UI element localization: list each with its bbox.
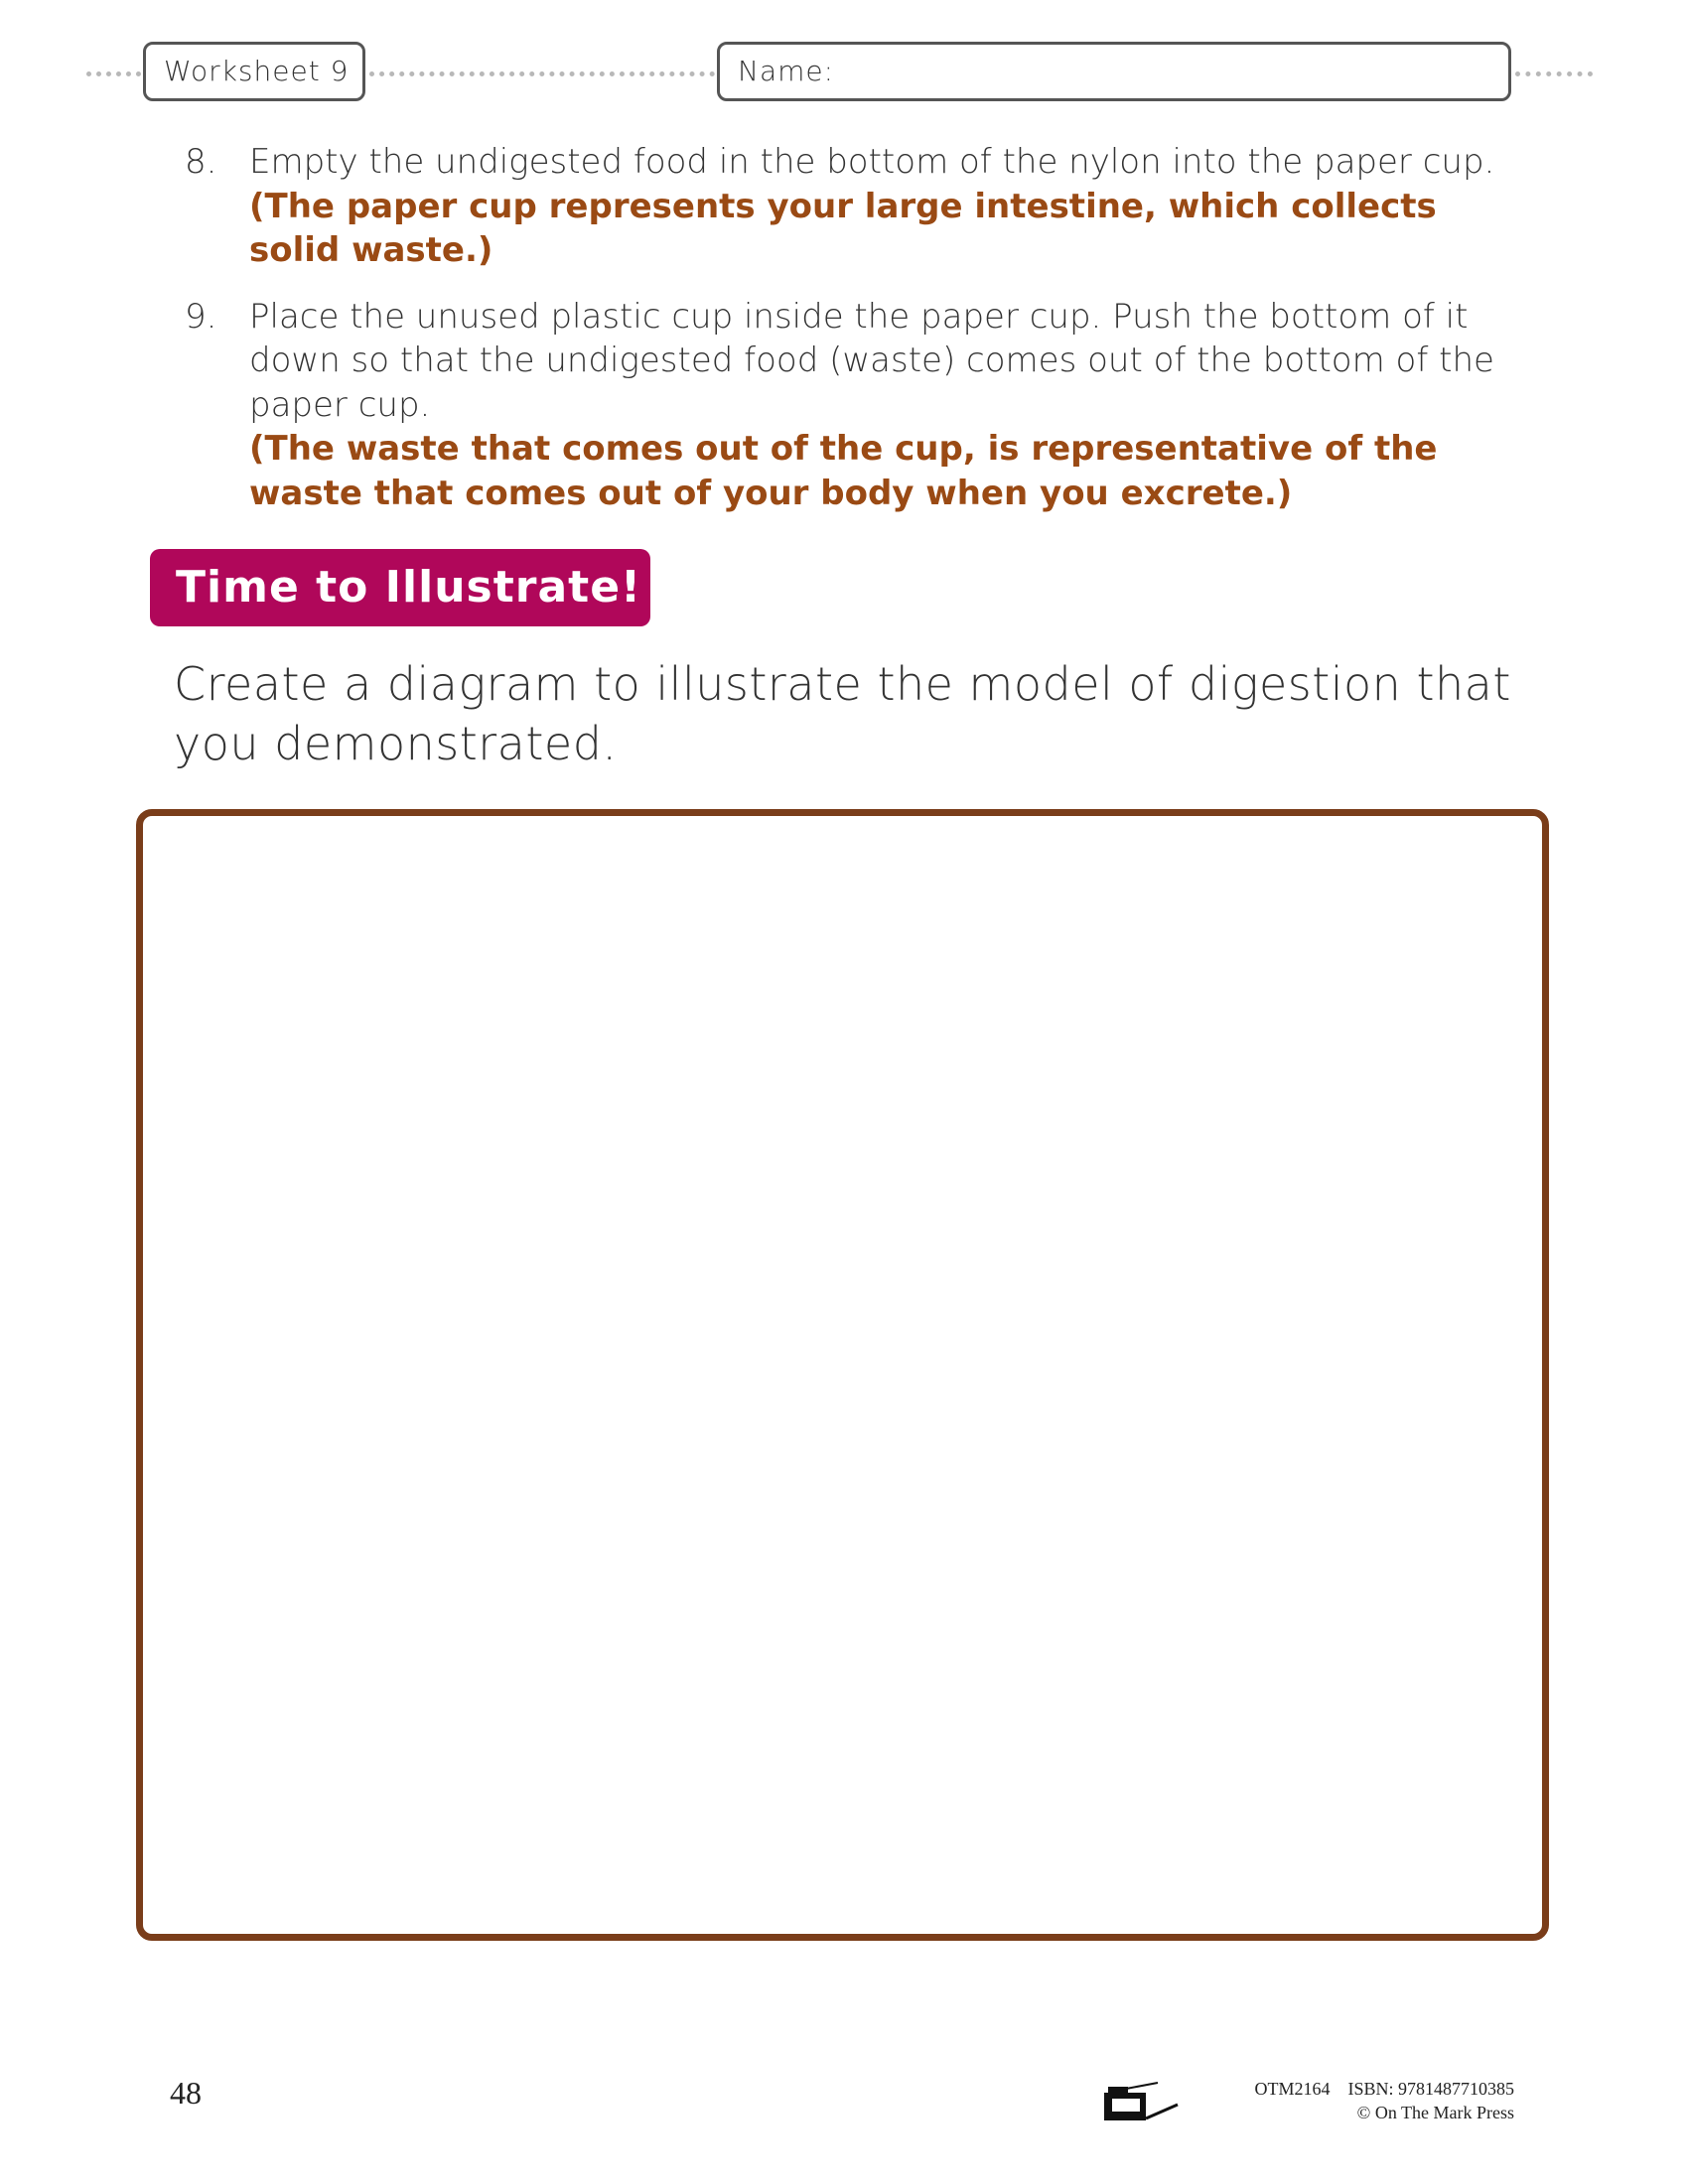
step-8 [185,140,1515,273]
step-note: (The paper cup represents your large intestine, which collects solid waste.) [249,186,1437,270]
step-number: 8. [185,142,217,182]
name-field[interactable]: Name: [717,42,1511,101]
header-dots-right [1515,71,1593,76]
publisher-logo-icon [1102,2081,1182,2122]
illustration-prompt: Create a diagram to illustrate the model of digestion that you demonstrated. [174,657,1511,770]
header-dots-left [86,71,141,76]
page-number: 48 [170,2075,202,2111]
copyright: © On The Mark Press [1356,2103,1514,2122]
worksheet-content [0,140,1688,1941]
isbn: ISBN: 9781487710385 [1347,2079,1514,2099]
step-note: (The waste that comes out of the cup, is representative of the waste that comes out of your body when you excrete.) [249,429,1438,513]
drawing-area[interactable] [136,809,1549,1941]
section-banner: Time to Illustrate! [150,549,650,626]
header-dots-middle [369,71,715,76]
product-code: OTM2164 [1254,2079,1331,2099]
footer-publisher [1236,2077,1514,2124]
step-9 [185,295,1515,516]
step-text: Place the unused plastic cup inside the paper cup. Push the bottom of it down so that the undigested food (waste) comes out of the bottom of the paper cup. [249,296,1494,425]
worksheet-label: Worksheet 9 [143,42,365,101]
step-number: 9. [185,296,217,337]
step-text: Empty the undigested food in the bottom of the nylon into the paper cup. [249,142,1495,182]
